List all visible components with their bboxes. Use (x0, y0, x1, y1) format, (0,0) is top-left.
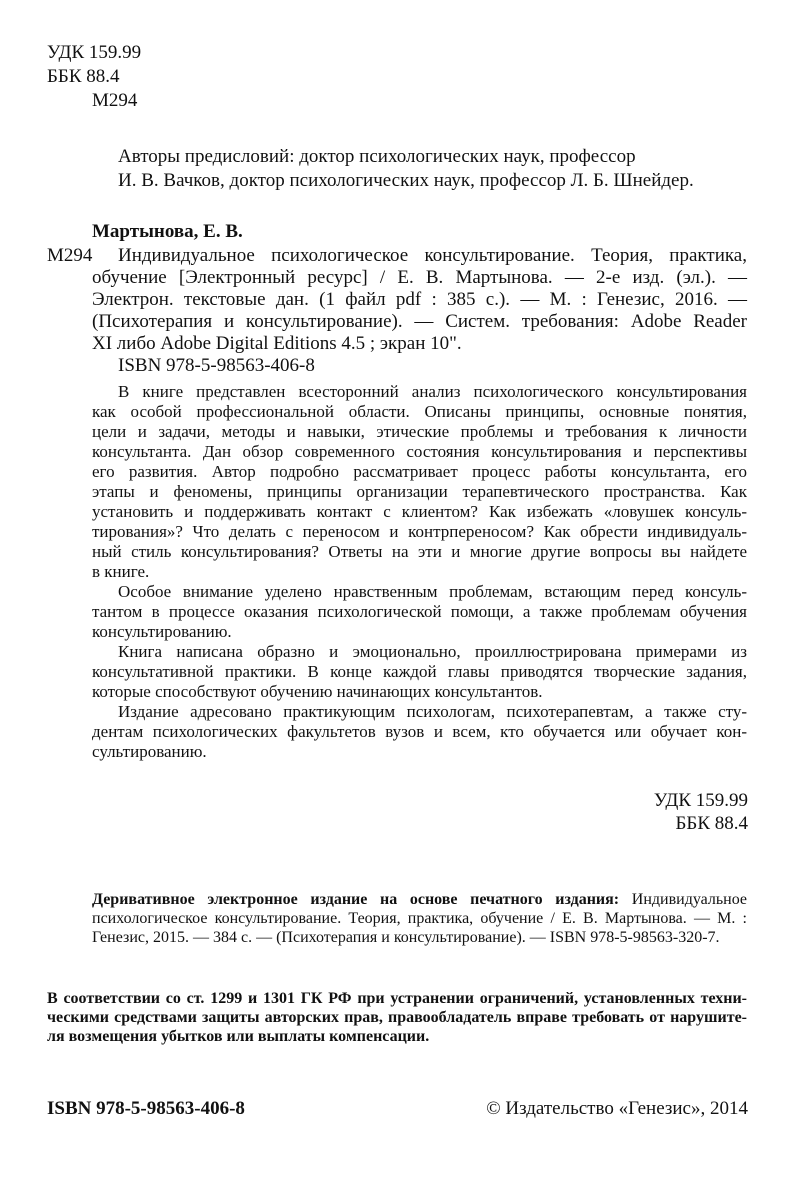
legal-notice-line: ля возмещения убытков или выплаты компенсации. (47, 1028, 430, 1045)
bottom-bbk-code: ББК 88.4 (675, 813, 748, 834)
annotation-line: консультанта. Дан обзор современного состояния консультирования и перспективы (92, 442, 747, 461)
annotation-paragraph (92, 642, 747, 702)
author-heading: Мартынова, Е. В. (92, 221, 243, 242)
bbk-code: ББК 88.4 (47, 66, 120, 87)
annotation-line: тантом в процессе оказания психологической помощи, а также проблемам обучения (92, 602, 747, 621)
annotation-line: дентам психологических факультетов вузов и всем, кто обучается или обучает кон- (92, 722, 747, 741)
preface-authors-line: Авторы предисловий: доктор психологических наук, профессор (118, 146, 636, 167)
derivative-lead: Деривативное электронное издание на основе печатного издания: (92, 891, 620, 908)
annotation-line: которые способствуют обучению начинающих консультантов. (92, 682, 543, 701)
legal-notice (47, 989, 747, 1046)
annotation-line: сультированию. (92, 742, 207, 761)
record-mark: М294 (47, 245, 93, 266)
bibliographic-description (92, 245, 747, 355)
legal-notice-line: В соответствии со ст. 1299 и 1301 ГК РФ при устранении ограничений, установленных техни- (47, 990, 747, 1007)
description-line: XI либо Adobe Digital Editions 4.5 ; экран 10". (92, 333, 462, 354)
annotation-paragraph (92, 702, 747, 762)
annotation-line: в книге. (92, 562, 150, 581)
annotation-line: Издание адресовано практикующим психологам, психотерапевтам, а также сту- (118, 702, 747, 721)
derivative-line (92, 890, 747, 909)
annotation-line: В книге представлен всесторонний анализ психологического консультирования (118, 382, 747, 401)
annotation-line: Книга написана образно и эмоционально, проиллюстрирована примерами из (118, 642, 747, 661)
preface-authors-line: И. В. Вачков, доктор психологических наук, профессор Л. Б. Шнейдер. (118, 170, 694, 191)
description-line: обучение [Электронный ресурс] / Е. В. Мартынова. — 2-е изд. (эл.). — (92, 267, 747, 288)
annotation (92, 382, 747, 762)
annotation-line: Особое внимание уделено нравственным проблемам, встающим перед консуль- (118, 582, 747, 601)
annotation-line: как особой профессиональной области. Описаны принципы, основные понятия, (92, 402, 747, 421)
annotation-paragraph (92, 582, 747, 642)
annotation-line: этапы и феномены, принципы организации терапевтического пространства. Как (92, 482, 747, 501)
annotation-line: тирования»? Что делать с переносом и контрпереносом? Как обрести индивидуаль- (92, 522, 747, 541)
annotation-paragraph (92, 382, 747, 582)
annotation-line: консультативной практики. В конце каждой главы приводятся творческие задания, (92, 662, 747, 681)
annotation-line: цели и задачи, методы и навыки, этические проблемы и требования к личности (92, 422, 747, 441)
derivative-line: психологическое консультирование. Теория, практика, обучение / Е. В. Мартынова. — М. : (92, 910, 747, 927)
udk-code: УДК 159.99 (47, 42, 142, 63)
description-line: Электрон. текстовые дан. (1 файл pdf : 385 с.). — М. : Генезис, 2016. — (92, 289, 747, 310)
legal-notice-line: ческими средствами защиты авторских прав, правообладатель вправе требовать от нарушите- (47, 1009, 747, 1026)
annotation-line: консультированию. (92, 622, 232, 641)
derivative-line: Генезис, 2015. — 384 с. — (Психотерапия и консультирование). — ISBN 978-5-98563-320-7. (92, 929, 720, 946)
preface-authors (118, 146, 694, 192)
description-line: (Психотерапия и консультирование). — Систем. требования: Adobe Reader (92, 311, 747, 332)
record-isbn: ISBN 978-5-98563-406-8 (118, 355, 315, 376)
derivative-edition-note (92, 890, 747, 947)
description-line: Индивидуальное психологическое консультирование. Теория, практика, (118, 245, 747, 266)
annotation-line: установить и поддерживать контакт с клиентом? Как избежать «ловушек консуль- (92, 502, 747, 521)
footer-isbn: ISBN 978-5-98563-406-8 (47, 1098, 245, 1119)
annotation-line: его развития. Автор подробно рассматривает процесс работы консультанта, его (92, 462, 747, 481)
bottom-udk-code: УДК 159.99 (653, 790, 748, 811)
footer-copyright: © Издательство «Генезис», 2014 (486, 1098, 748, 1119)
author-mark: М294 (92, 90, 138, 111)
annotation-line: ный стиль консультирования? Ответы на эти и многие другие вопросы вы найдете (92, 542, 747, 561)
derivative-rest: Индивидуальное (631, 891, 748, 908)
